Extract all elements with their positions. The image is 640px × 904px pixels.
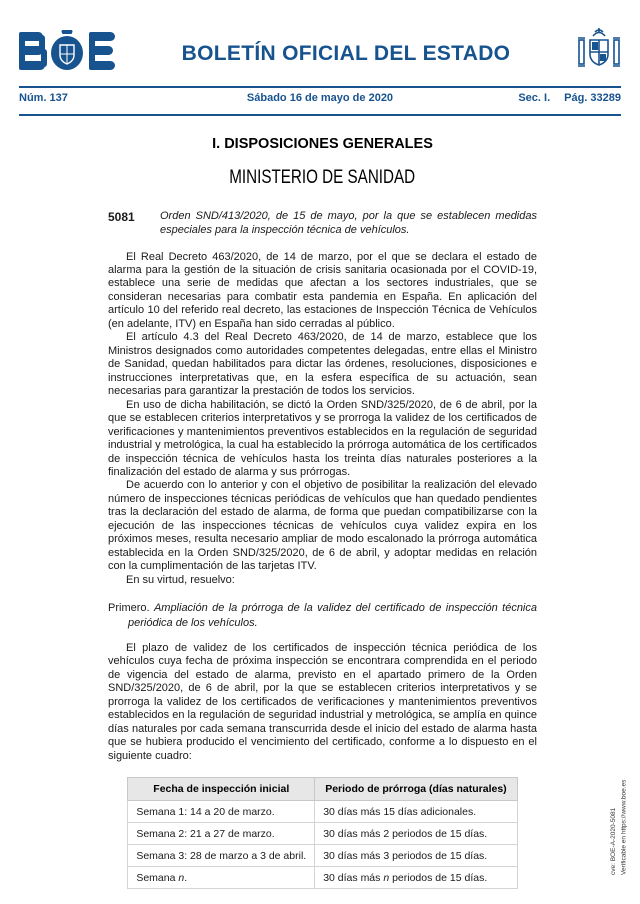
item-number: 5081: [108, 210, 135, 224]
header-rule-bottom: [19, 114, 621, 116]
paragraph: El artículo 4.3 del Real Decreto 463/2020, de 14 de marzo, establece que los Ministros designados como autoridades competentes delegadas, entre ellas el Ministro de Sanidad, quedan habilitados para dictar las órdenes, resoluciones, disposiciones e instrucciones interpretativas que, en la esfera específica de su actuación, sean necesarias para garantizar la prestación de todos los servicios.: [108, 331, 537, 398]
cell-fecha: Semana n.: [128, 867, 315, 889]
cell-fecha: Semana 2: 21 a 27 de marzo.: [128, 823, 315, 845]
article-heading: [108, 601, 537, 630]
cell-periodo: 30 días más 15 días adicionales.: [315, 801, 517, 823]
paragraph: En uso de dicha habilitación, se dictó la Orden SND/325/2020, de 6 de abril, por la que se establecen criterios interpretativos y se prorroga la validez de los certificados de verificaciones y mantenimientos preventivos establecidos en la regulación de seguridad industrial y metrológica, la cual ha establecido la prórroga automática de los certificados de inspección técnica de vehículos hasta los treinta días naturales posteriores a la finalización del estado de alarma y sus prórrogas.: [108, 398, 537, 478]
cell-periodo: 30 días más n periodos de 15 días.: [315, 867, 517, 889]
verify-url: Verificable en https://www.boe.es: [620, 779, 628, 875]
publication-date: Sábado 16 de mayo de 2020: [246, 92, 394, 104]
cell-periodo: 30 días más 3 periodos de 15 días.: [315, 845, 517, 867]
section-heading: I. DISPOSICIONES GENERALES: [212, 136, 433, 152]
issue-number: Núm. 137: [19, 92, 68, 104]
article-label: Primero.: [108, 602, 150, 615]
header-meta: [0, 88, 640, 107]
paragraph: El plazo de validez de los certificados de inspección técnica periódica de los vehículos cuya fecha de próxima inspección se encontrara comprendida en el periodo de vigencia del estado de alarma, previsto en el apartado primero de la Orden SND/325/2020, de 6 de abril, por la que se establecen criterios interpretativos y se prorroga la validez de los certificados de verificaciones y mantenimientos preventivos establecidos en la regulación de seguridad industrial y metrológica, se amplía en quince días naturales por cada semana transcurrida desde el inicio del estado de alarma hasta que se hubiera producido el vencimiento del certificado, conforme a lo dispuesto en el siguiente cuadro:: [108, 641, 537, 762]
cell-periodo: 30 días más 2 periodos de 15 días.: [315, 823, 517, 845]
paragraph: En su virtud, resuelvo:: [126, 573, 235, 586]
cve-code: cve: BOE-A-2020-5081: [610, 807, 618, 875]
table-row: [128, 801, 517, 823]
document-body: [0, 136, 640, 889]
table-header-row: [128, 778, 517, 801]
column-header: Periodo de prórroga (días naturales): [315, 778, 517, 801]
prorroga-table-wrapper: [108, 777, 537, 889]
prorroga-table: [127, 777, 517, 889]
paragraph: De acuerdo con lo anterior y con el objetivo de posibilitar la realización del elevado número de inspecciones técnicas periódicas de vehículos que han quedado pendientes tras la declaración del estado de alarma, de forma que puedan compatibilizarse con la ejecución de las inspecciones técnicas de vehículos cuya validez expira en los próximos meses, resulta necesario ampliar de modo escalonado la prórroga automática establecida en la Orden SND/325/2020, de 6 de abril, y adoptar medidas en relación con la cumplimentación de las tarjetas ITV.: [108, 479, 537, 573]
crest-icon: [51, 30, 83, 70]
verification-note: [609, 705, 630, 875]
cell-fecha: Semana 3: 28 de marzo a 3 de abril.: [128, 845, 315, 867]
article-body: [108, 642, 537, 763]
ministry-heading: MINISTERIO DE SANIDAD: [229, 166, 416, 188]
boe-logo-icon: [19, 30, 119, 77]
page-label: Pág. 33289: [564, 92, 621, 104]
masthead: [0, 0, 640, 79]
item-title: Orden SND/413/2020, de 15 de mayo, por la que se establecen medidas especiales para la inspección técnica de vehículos.: [160, 210, 537, 236]
paragraph: El Real Decreto 463/2020, de 14 de marzo, por el que se declara el estado de alarma para la gestión de la situación de crisis sanitaria ocasionada por el COVID-19, establece una serie de medidas que afectan a los sectores industriales, que se consideran necesarias para combatir esta pandemia en España. En aplicación del artículo 10 del referido real decreto, las estaciones de Inspección Técnica de Vehículos (en adelante, ITV) en España han sido cerradas al público.: [108, 250, 537, 330]
masthead-title: BOLETÍN OFICIAL DEL ESTADO: [181, 41, 511, 65]
article-title: Ampliación de la prórroga de la validez del certificado de inspección técnica periódica de los vehículos.: [128, 602, 537, 629]
disposition-item: [108, 210, 537, 238]
table-row: [128, 867, 517, 889]
table-row: [128, 845, 517, 867]
section-label: Sec. I.: [518, 92, 551, 104]
preamble: [108, 251, 537, 588]
table-row: [128, 823, 517, 845]
column-header: Fecha de inspección inicial: [128, 778, 315, 801]
coat-of-arms-icon: [573, 28, 621, 79]
section-page: [393, 92, 621, 104]
cell-fecha: Semana 1: 14 a 20 de marzo.: [128, 801, 315, 823]
